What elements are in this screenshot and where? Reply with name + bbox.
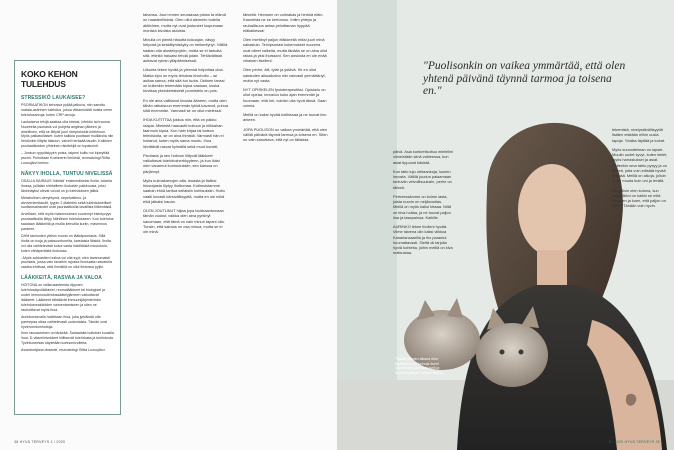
body-paragraph: Meillä on kaksi hyvää kotikissaa ja ne tuovat ilon arkeen.: [243, 112, 327, 123]
sidebar-paragraph: Ihon rasvaaminen on tärkeää. Sairaalalta hoitoiset kuusilla ihoa. D-vitamiinivoideet hillitsevät tulehdusta ja tulehdusta. Tyvintuoeesas käytetään kortisonivoiteita.: [21, 331, 114, 346]
body-paragraph: Minulla on pientä hitautta kokoajan, väsyy helposti ja keskittymiskyky on heikentynyt. Välillä saatan olla alustekyvytön, mutta se ei tarkoita sitä, etteikö haluaisi tehdä jotain. Tehtävälistat auttavat rytmin ylläpitämisessä.: [143, 37, 228, 63]
body-paragraph: päivä. Asia konkretisoituu mielellini viimeistään siinä vaiheessa, kun asiat tippuvat käsistä.: [393, 149, 453, 165]
sidebar-paragraph: HOITONA on vaikeusasteesta riippuen tulehduskipulääkkeet, reumalääkkeet tai biologiset ja uudet immunotulehdussäätelyjämeen vaikuttavat lääkkeet. Lääkkeet tähtäävät immuunijärjestelmän tulehdusreaktioiden vaimentamiseen ja siten ne rauhoittavat myös ihoa.: [21, 283, 105, 312]
body-column-1: [143, 12, 228, 238]
sidebar-paragraph: PSORIAATIKON kehossa pyllää jatkuva, niin sanottu matala-asteinen tulehdus, jokoa viittaminäitä noista veren tulehdusarvoja, kuten CRP-arvoja.: [21, 103, 113, 117]
body-paragraph: JOPA PUOLISON on vaikea ymmärtää, että olen välillä päivänä täynnä tarmoa ja toisena en. Siten on vain sanottava, että nyt on tällaista.: [243, 126, 328, 142]
body-paragraph: NYT OPISKELEN fysioterapeutiksi. Opiskelu on ollut upeaa, innostun koko ajan enemmän ja huomaan, että hei, voinkin olla hyvä tässä. Saan voimia.: [243, 87, 327, 108]
body-paragraph: tahansa. Juuri ennen seuraavaa pistos ta elämä on haasteellisinta. Olen ollut aiemmin todella aktiivinen, mutta nyt ovat joutuneet luopumaan monista kivoista asioista.: [143, 12, 226, 33]
body-column-2: [243, 12, 328, 146]
sidebar-heading-3: LÄÄKKEITÄ, RASVAA JA VALOA: [21, 275, 102, 282]
photo-caption: "Valtaa päivien aikana olen löytänyt uusia keinoja itseni kuunteluun, ja kissat Nelli ja Rauha auttavat" kertoo Rauha.: [395, 357, 445, 375]
sidebar-paragraph: Aurinkorasvalla hoidetaan ihoa, joka jyrkäisää olla parempaa ottaa vaihtelevasti uudenlaisia. Tämän ovat hyvinvointoinhoitoja.: [21, 314, 108, 329]
sidebar-paragraph: –Myös sokkastien hoitoa voi olla syyt; oien tavanomaisti psoriasis, jossa vain tavarkin rajossa ihossasta rasvatulla vaalea-ehtiivaa, että ihmisillä on ollut tiedossa pyjiin.: [21, 255, 112, 270]
body-paragraph: Myös suunnitelman on lapset. Muutin uudet kyvyt, kuten kielet, myös harrastukset ja asiat. Kuitenkin oma tahto pysyy ja on tärkeä, jotta voin edistää hyvää elämää. Meillä on aikoja, jolloin ei ole muuta kuin uni ja levätä.: [612, 146, 668, 184]
sidebar-title: KOKO KEHON TULEHDUS: [21, 69, 78, 89]
body-paragraph: Liikunta tekee hyvää ja yleensä helpottaa oloa. Matka kipu on myös tehokas kivuhoito – se auttaa sanoa, että sää tuo tuota. Ostinen tanssi on kuitenkin tekemään kipua vastaan, koska kivuissa yksinkertaisesti ponnistelu on pois.: [143, 67, 225, 94]
body-paragraph: IHOA KUTITTAA jokkus niin, että on pakko raapia. Mielestä haavautti kokuun ja nilkkahan taannoin kipua. Kun hain kirjaa tai katson televisioita, se on aina ihmistä. Varmasti hän ei hoitanut, kuten myös sama muotu. Ihoa lievittävät rasvat kylmällä sekä muut konstit.: [143, 117, 224, 149]
sidebar-paragraph: Arvellaan, että myös masennuksen suurempi esiintyvyys psoriaatikoilla liittyy häiriöisen tulehdukseen. Kun tulehdus saadaan lääkkeillä ja muilla keinoilla kuriin, masennus paranee.: [21, 212, 114, 232]
body-paragraph: AURINKO tekee iholleni hyvää. Viime talvena olin kaksi viikkoa Kanariansaarilla ja iho parantui huomattavasti. Sieltä oli tarjolla hyviä kohteita, joihin meillä on kiva matkustaa.: [393, 224, 453, 256]
body-column-4: [612, 127, 668, 213]
sidebar-source: Asiantuntijana dosentti, reumatologi Riitta Luosujärvi.: [21, 348, 106, 353]
face-shape: [518, 164, 586, 256]
body-paragraph: Perheessämme on kolme lasta, joista nuorin on neljävuotias. Meillä on myös kaksi kissaa. Niitä on kiva hoitaa, ja ne tuovat paljon iloa ja tasapainoa. Kaikille.: [393, 193, 451, 220]
body-paragraph: Olen miettinyt paljon eläkkeellä miksi juuri minä sairastuin. Teinipsoriasi kokemukset nuorena ovat olleet vaikeita, mutta tänään se on aina ollut rakas ja yksi ihoissani. Sen ansiosta en ole enää vihainen itselleni.: [243, 37, 328, 63]
sidebar-heading-2: NÄKYY IHOLLA, TUNTUU NIVELISSÄ: [21, 170, 113, 177]
sidebar-paragraph: Metabolinen oireyhtymä, sepelvaltimo- ja aivoveriemitaudit, tyypin 2 diabetes sekä tulehdukselliset suolistosairaudet ovat psoriaatikoilla tavallisia liitännäisiä.: [21, 195, 113, 210]
sidebar-heading-1: STRESSIKÖ LAUKAISEE?: [21, 95, 86, 101]
pull-quote: "Puolisonkin on vaikea ymmärtää, että olen yhtenä päivänä täynnä tarmoa ja toisena en.": [423, 60, 626, 98]
body-paragraph: tekemistä, nivelystävällisyyttä lisäten etsitään niihin uusia tapoja. Yöaika täyttää ja koirat.: [612, 127, 666, 143]
body-paragraph: Onnellisin olen kotona, kun ympärilläni on kaikki se mitä tarvitsen ja koen, että paljon on hyvin. Tänään voin hyvin.: [612, 187, 666, 209]
sidebar-paragraph: Laukaiseva tekijä saattaa olla stressi, infektio tai trauma. Nuoreella psoriasis voi puhjeta angiinan jälkeen ja aineillinen, että se liittyisi juuri streptokokki-infektioon. Myös palkatuillaiset: kuten kaikkia puuttaan muillaiolla niin heidönkin liittyisi tilatoon, vaiveli heräsää taudin. Kaikkien psoriaatikoiden ylhteinen riskitekijä on tupakointi.: [21, 119, 114, 149]
page-folio-right: 2 / 2020 HYVÄ TERVEYS 39: [608, 440, 660, 444]
info-sidebar: [14, 60, 121, 415]
body-paragraph: Olen perhe, äiti, tytär ja ystävä. Se en ollut sairauden alkuaikoina niin vahvasti ymmärtänyt, mutta nyt vasta.: [243, 67, 326, 83]
body-paragraph: Kun taito tuju otetaankuja, kuulen innosta. Välillä joudun palaamaan tuntuviin velvollisuuksiin, perhe on tärkeä.: [393, 168, 452, 190]
body-paragraph: Psoriasis ja sen hoitoon liittyvät lääkkeet vaikuttavat tulehdusherkkyyteen, ja kun ikäsi olen varannut kuntoutuksiin, sen kanssa on pärjännyt.: [143, 152, 220, 174]
body-column-3: [393, 149, 453, 260]
sidebar-paragraph: – Jonkun ryppöistyyen poisa, taipeni kuiltu voi kipeyttää psorin. Puhuttaan Koebnerin ilmiöstä, reumatologi Riitta Luosujärvi kertoo.: [21, 151, 110, 165]
body-paragraph: En ole aina valittanut kivusta ääneen, mutta olen tähän ratkaisuun enemmän tykkä kavanut, puhua siitä enemmän. Varmasti se on ollut mielessä.: [143, 97, 228, 113]
sidebar-paragraph: OSALLA SAIRAUS 'häiriää' ensimmäiseksi iholla, toisella ihossa, joillakin sirhtailleen ihokalvin paikkuusia, joksi tänkinäyksi olevat voivat on jo tulehduksen jälkiä.: [21, 178, 112, 193]
page-folio-left: 38 HYVÄ TERVEYS 1 / 2020: [14, 440, 66, 444]
sidebar-paragraph: DHM tasinuden yleisin muoto on lääkäpsoriasis. Sillä iholla on isoja ja paksuuntuneita, karstaisia läiskiä. Iholta voi olla vaihtelevasti kuiva vasta mädhäisiä muutoksia, kuten vähäperäistä ihokossa.: [21, 233, 111, 253]
body-paragraph: Myös kulmakarvojen alta, leuasta ja lisäksi hiusrajasta löytyy ihottumaa. Kotimuistamme saatoin ehkä tarttua sellaisiin kohtauksiin. Hoito vaatii kovasti kärsivällisyyttä, mutta en ole mikä eikä jatkaisi kauan.: [143, 177, 225, 204]
body-paragraph: tärkeitä. Hevosen on voimakas ja herkkä eläin. Kauneista ne se kertomuu. Intiim yhteys ja rauhallisuus antaa peloittaman hyppää eläkaikessa!: [243, 12, 324, 33]
cat-2: [476, 323, 548, 387]
body-paragraph: OLEN JOUTUNUT hiljaa jopa loukkaantumaan tämän vuoksi; vaikka olen aina pyrkinyt sanomaan, että tämä on vain minun tapani olla. Tunsin, että sairaus on osa minua, mutta se ei ole minä.: [143, 208, 225, 234]
